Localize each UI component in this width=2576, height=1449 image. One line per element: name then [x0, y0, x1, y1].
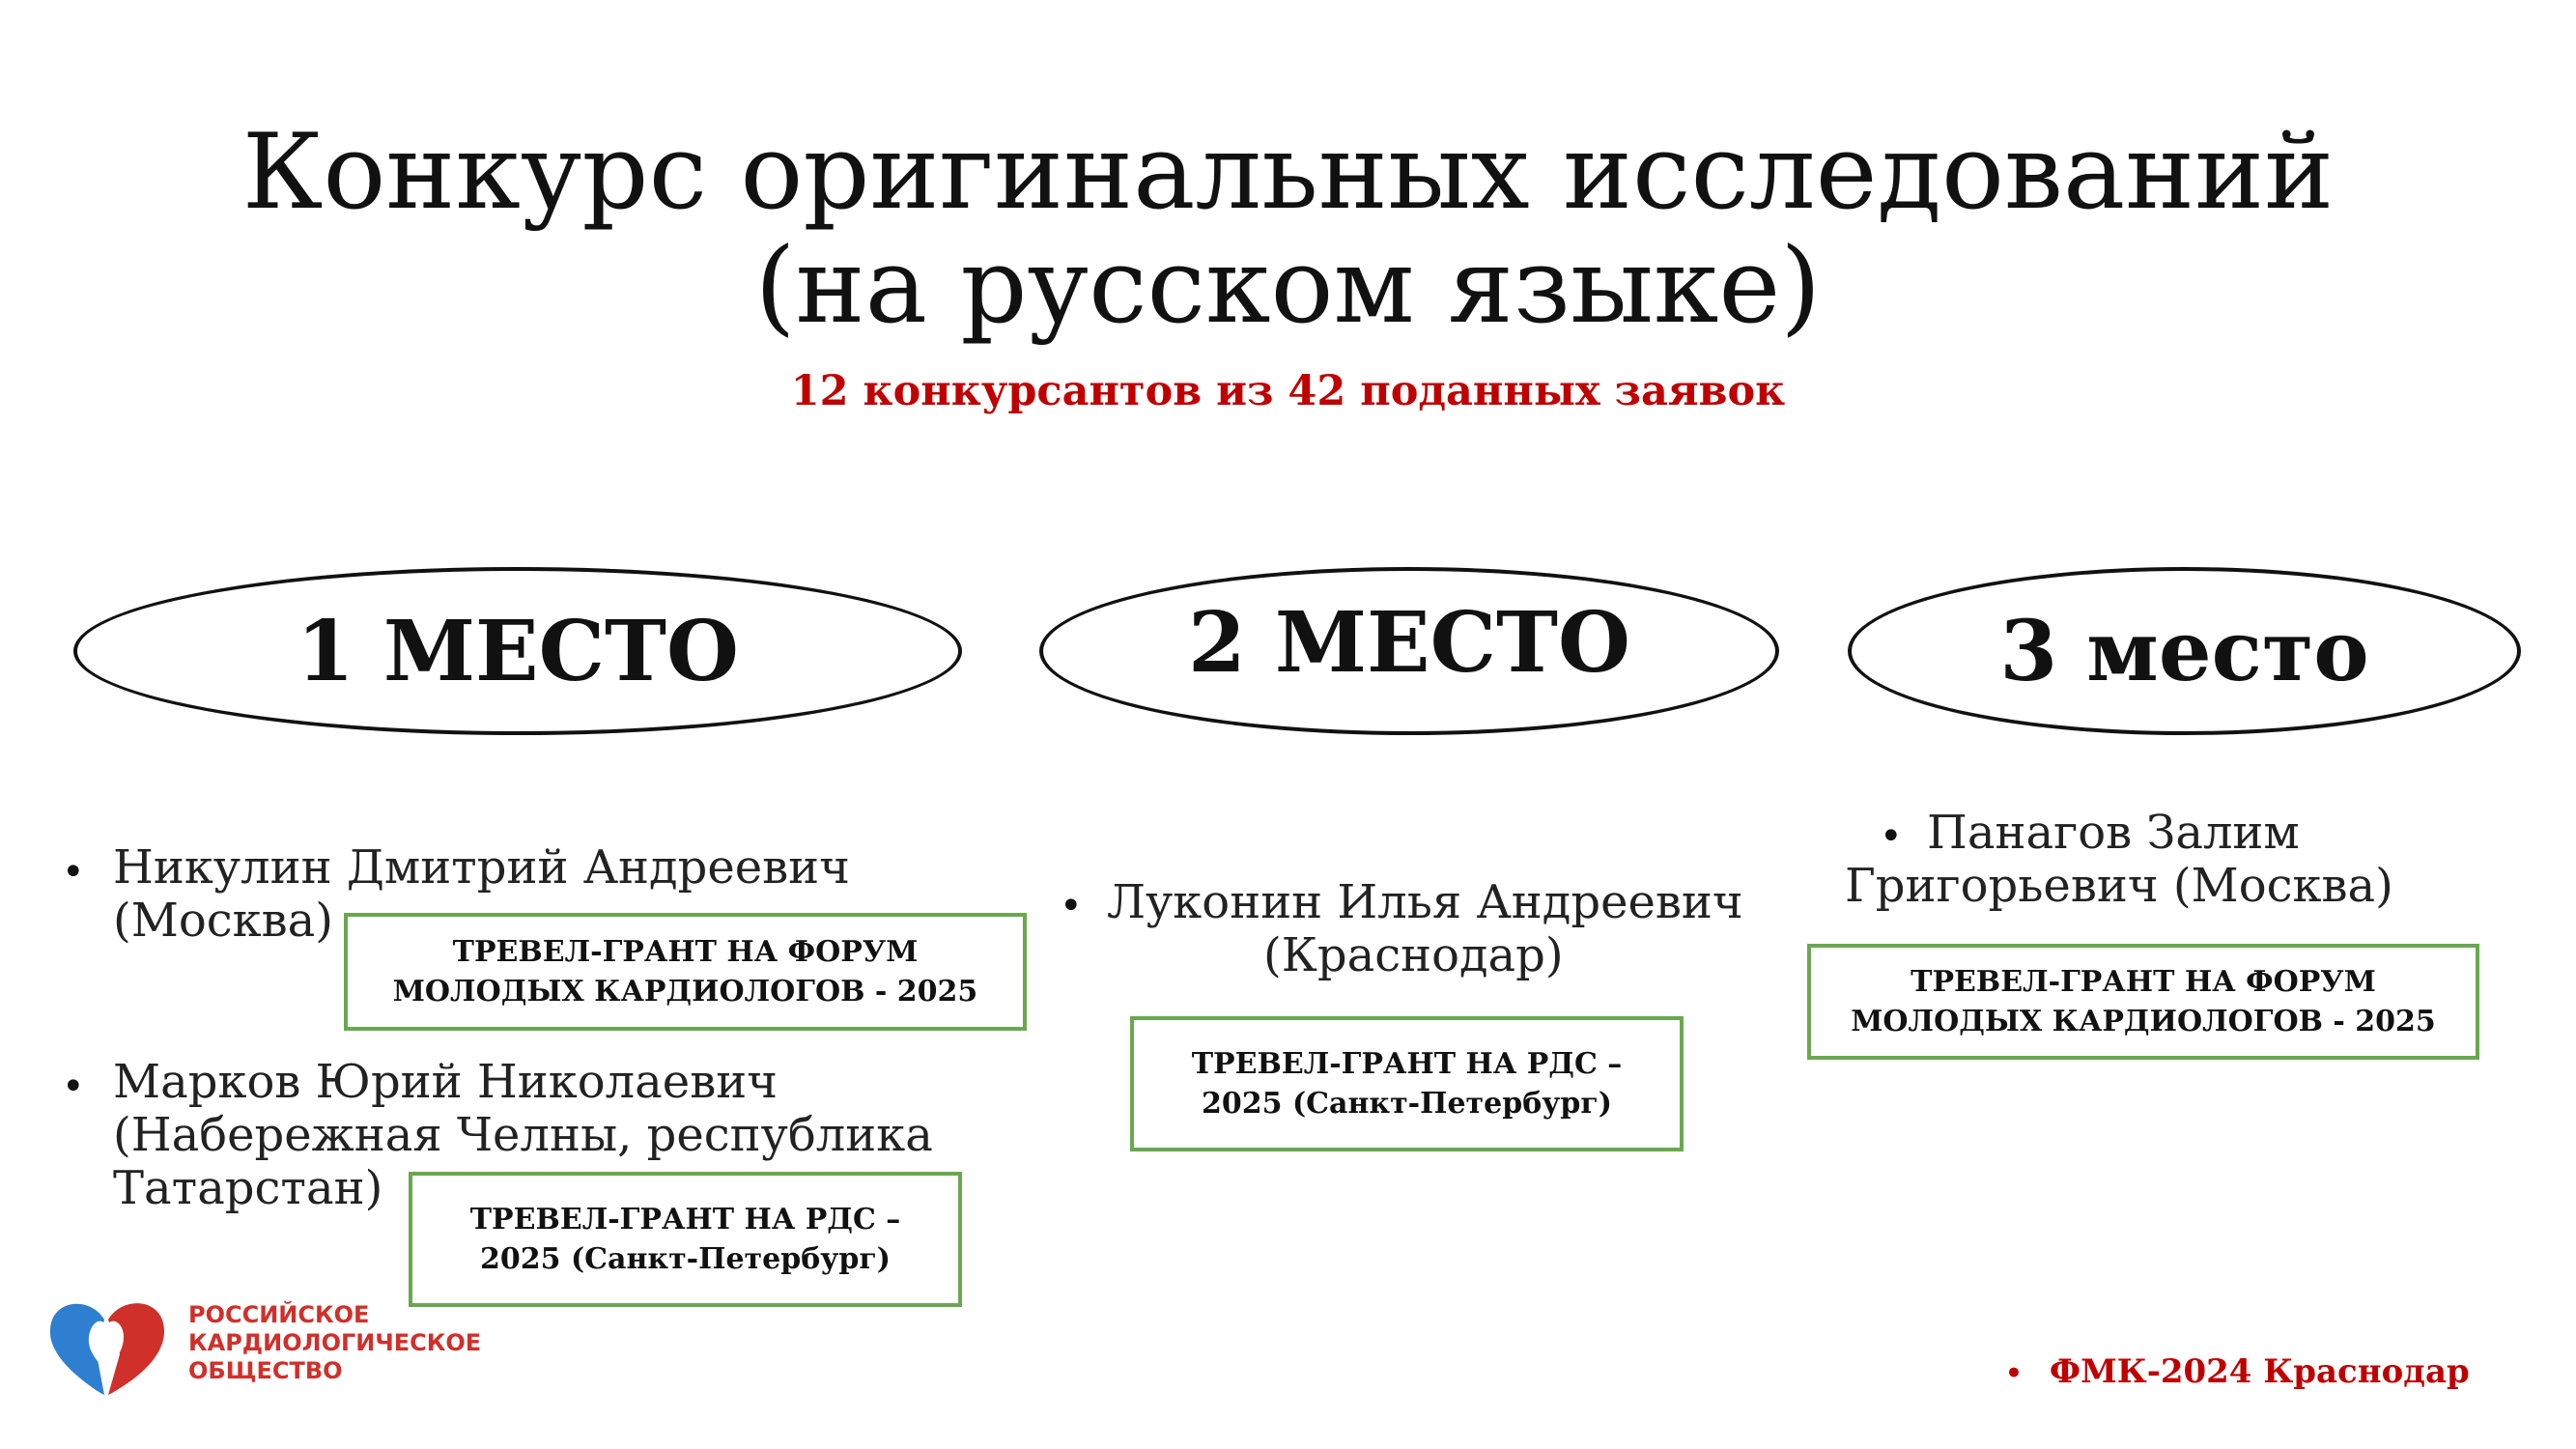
bullet-first-a: •	[62, 850, 85, 895]
place-1-ellipse	[73, 567, 962, 735]
footer	[2005, 1352, 2470, 1391]
winner-second-city: (Краснодар)	[1263, 928, 1564, 982]
winner-third-city: Григорьевич (Москва)	[1845, 859, 2393, 913]
bullet-third: •	[1880, 814, 1903, 859]
place-3-ellipse	[1848, 567, 2521, 735]
bullet-second: •	[1060, 884, 1083, 928]
bullet-first-b: •	[62, 1065, 85, 1109]
winner-first-b-region: Татарстан)	[113, 1161, 383, 1215]
winner-second-name: Луконин Илья Андреевич	[1107, 875, 1743, 929]
place-2-ellipse	[1039, 567, 1779, 735]
winner-first-a-city: (Москва)	[113, 894, 334, 948]
grant-third: ТРЕВЕЛ-ГРАНТ НА ФОРУМ МОЛОДЫХ КАРДИОЛОГОВ - 2025	[1807, 944, 2479, 1060]
winner-third-name: Панагов Залим	[1927, 806, 2300, 860]
slide-title	[0, 112, 2576, 347]
org-name	[188, 1301, 481, 1385]
grant-first-b: ТРЕВЕЛ-ГРАНТ НА РДС – 2025 (Санкт-Петербург)	[409, 1172, 962, 1307]
place-1-label: 1 МЕСТО	[297, 602, 739, 700]
winner-first-b-name: Марков Юрий Николаевич	[113, 1055, 778, 1109]
org-name-line-2: КАРДИОЛОГИЧЕСКОЕ	[188, 1329, 482, 1356]
title-line-2: (на русском языке)	[754, 226, 1822, 347]
place-3-label: 3 место	[1999, 602, 2369, 700]
winner-second	[1107, 876, 1743, 982]
grant-first-a: ТРЕВЕЛ-ГРАНТ НА ФОРУМ МОЛОДЫХ КАРДИОЛОГОВ - 2025	[344, 913, 1027, 1031]
org-name-line-1: РОССИЙСКОЕ	[188, 1301, 370, 1328]
slide-subtitle: 12 конкурсантов из 42 поданных заявок	[790, 367, 1786, 415]
winner-first-a-name: Никулин Дмитрий Андреевич	[113, 840, 850, 895]
org-name-line-3: ОБЩЕСТВО	[188, 1357, 343, 1384]
footer-event: ФМК-2024 Краснодар	[2049, 1352, 2470, 1391]
place-2-label: 2 МЕСТО	[1188, 593, 1630, 692]
heart-logo-icon	[44, 1293, 170, 1397]
title-line-1: Конкурс оригинальных исследований	[241, 112, 2335, 233]
footer-bullet: •	[2005, 1357, 2023, 1389]
grant-second: ТРЕВЕЛ-ГРАНТ НА РДС – 2025 (Санкт-Петербург)	[1130, 1016, 1684, 1151]
winner-first-b-city: (Набережная Челны, республика	[113, 1108, 933, 1162]
winner-third	[1845, 807, 2393, 913]
